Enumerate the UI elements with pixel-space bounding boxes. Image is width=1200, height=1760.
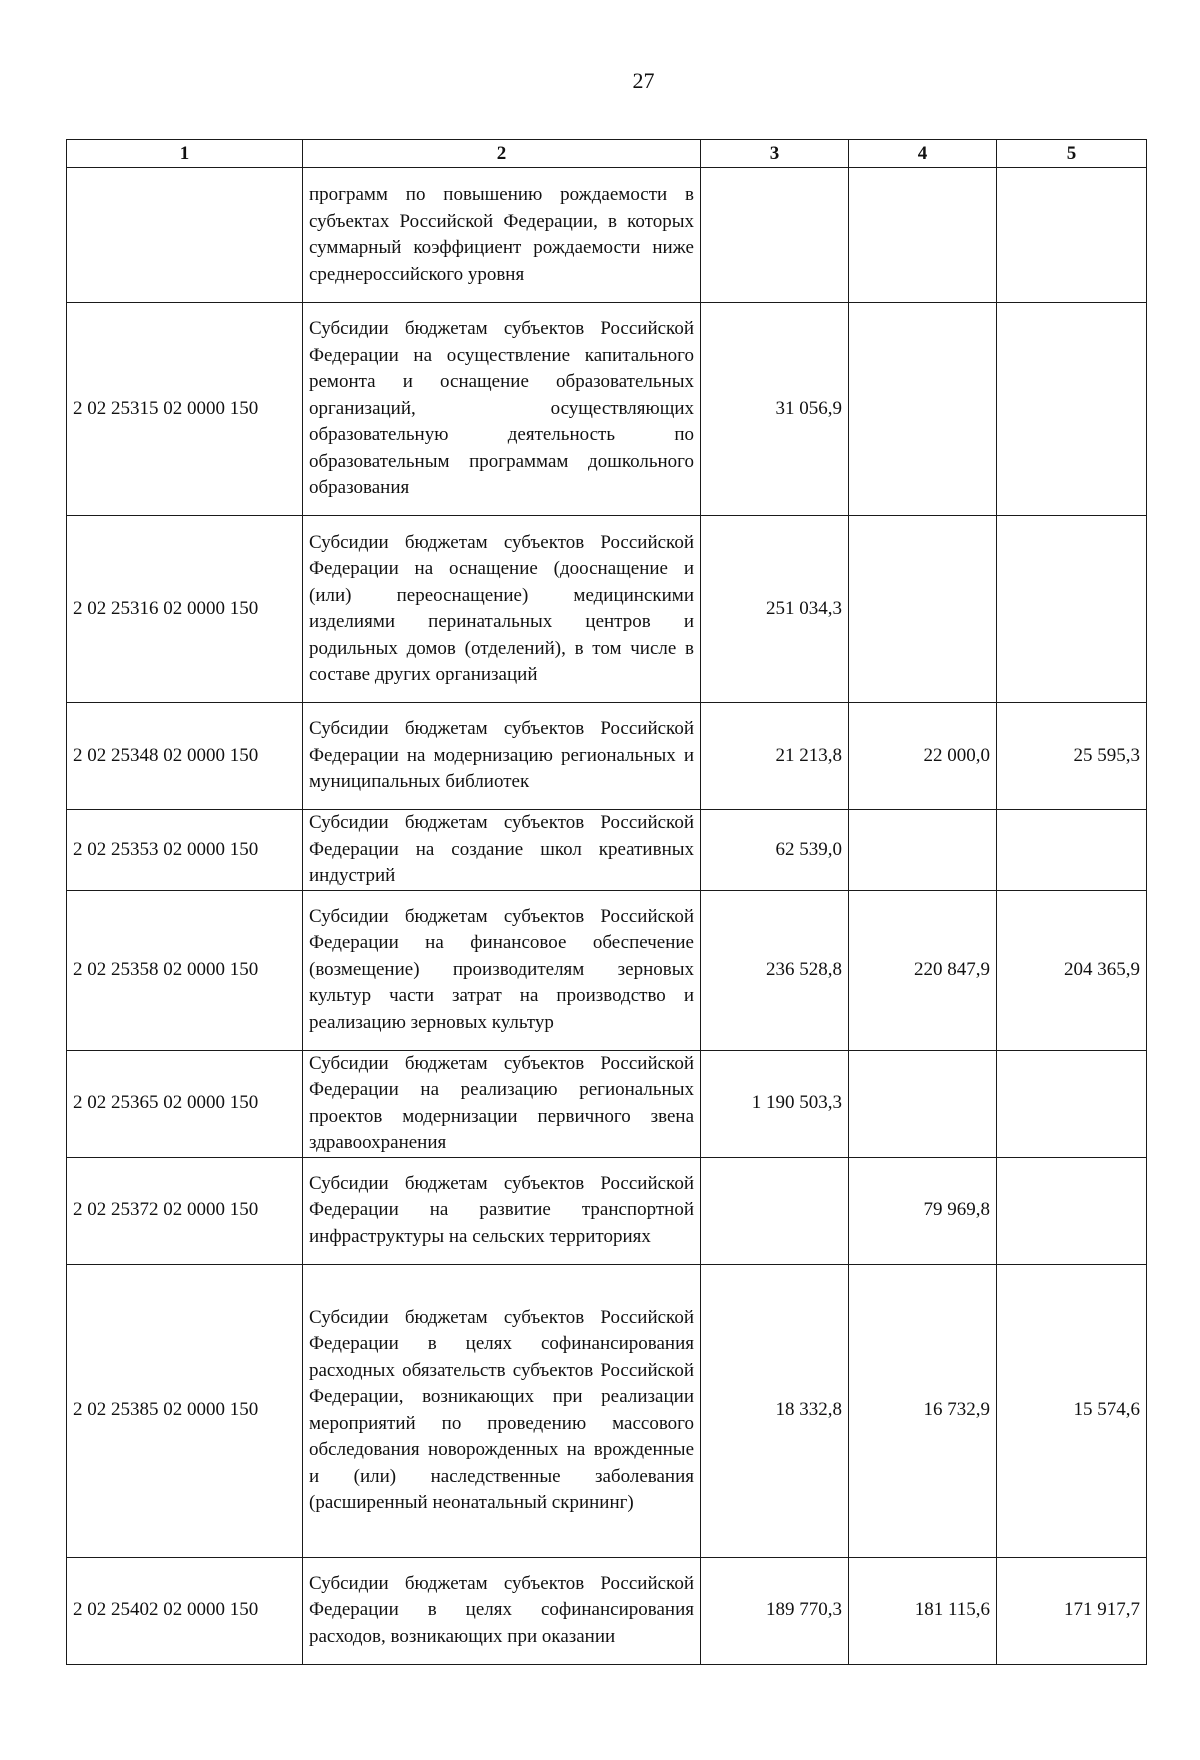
description: Субсидии бюджетам субъектов Российской Федерации на реализацию региональных проектов модернизации первичного звена здравоохранения xyxy=(303,1050,701,1157)
amount-col-3 xyxy=(701,168,849,303)
table-row xyxy=(67,810,1147,891)
amount-col-3: 18 332,8 xyxy=(701,1264,849,1557)
amount-col-4 xyxy=(849,810,997,891)
page-number: 27 xyxy=(632,68,655,93)
table-row xyxy=(67,890,1147,1050)
header-col-1: 1 xyxy=(67,140,303,168)
amount-col-4: 181 115,6 xyxy=(849,1557,997,1664)
table-row xyxy=(67,168,1147,303)
amount-col-3: 189 770,3 xyxy=(701,1557,849,1664)
table-row xyxy=(67,703,1147,810)
amount-col-4: 220 847,9 xyxy=(849,890,997,1050)
table-row xyxy=(67,1557,1147,1664)
amount-col-3: 1 190 503,3 xyxy=(701,1050,849,1157)
amount-col-4 xyxy=(849,1050,997,1157)
description: Субсидии бюджетам субъектов Российской Федерации в целях софинансирования расходных обязательств субъектов Российской Федерации, возникающих при реализации мероприятий по проведению массового обследования новорожденных на врожденные и (или) наследственные заболевания (расширенный неонатальный скрининг) xyxy=(303,1264,701,1557)
amount-col-3: 251 034,3 xyxy=(701,516,849,703)
budget-code: 2 02 25353 02 0000 150 xyxy=(67,810,303,891)
amount-col-5 xyxy=(997,1157,1147,1264)
budget-code: 2 02 25365 02 0000 150 xyxy=(67,1050,303,1157)
amount-col-5 xyxy=(997,1050,1147,1157)
description: Субсидии бюджетам субъектов Российской Федерации на модернизацию региональных и муниципальных библиотек xyxy=(303,703,701,810)
description: Субсидии бюджетам субъектов Российской Федерации на финансовое обеспечение (возмещение) производителям зерновых культур части затрат на производство и реализацию зерновых культур xyxy=(303,890,701,1050)
amount-col-3: 236 528,8 xyxy=(701,890,849,1050)
amount-col-3: 31 056,9 xyxy=(701,303,849,516)
description: Субсидии бюджетам субъектов Российской Федерации на создание школ креативных индустрий xyxy=(303,810,701,891)
amount-col-4: 79 969,8 xyxy=(849,1157,997,1264)
budget-code: 2 02 25372 02 0000 150 xyxy=(67,1157,303,1264)
header-col-4: 4 xyxy=(849,140,997,168)
amount-col-5: 204 365,9 xyxy=(997,890,1147,1050)
amount-col-4 xyxy=(849,168,997,303)
amount-col-5 xyxy=(997,168,1147,303)
budget-code: 2 02 25385 02 0000 150 xyxy=(67,1264,303,1557)
amount-col-5: 15 574,6 xyxy=(997,1264,1147,1557)
description: Субсидии бюджетам субъектов Российской Федерации в целях софинансирования расходов, возникающих при оказании xyxy=(303,1557,701,1664)
amount-col-4: 16 732,9 xyxy=(849,1264,997,1557)
table-row xyxy=(67,1157,1147,1264)
description: программ по повышению рождаемости в субъектах Российской Федерации, в которых суммарный коэффициент рождаемости ниже среднероссийского уровня xyxy=(303,168,701,303)
amount-col-4: 22 000,0 xyxy=(849,703,997,810)
table-row xyxy=(67,303,1147,516)
amount-col-3: 21 213,8 xyxy=(701,703,849,810)
amount-col-3 xyxy=(701,1157,849,1264)
table-row xyxy=(67,516,1147,703)
header-col-3: 3 xyxy=(701,140,849,168)
budget-code: 2 02 25316 02 0000 150 xyxy=(67,516,303,703)
amount-col-3: 62 539,0 xyxy=(701,810,849,891)
description: Субсидии бюджетам субъектов Российской Федерации на оснащение (дооснащение и (или) переоснащение) медицинскими изделиями перинатальных центров и родильных домов (отделений), в том числе в составе других организаций xyxy=(303,516,701,703)
amount-col-4 xyxy=(849,303,997,516)
header-col-2: 2 xyxy=(303,140,701,168)
amount-col-4 xyxy=(849,516,997,703)
budget-code: 2 02 25358 02 0000 150 xyxy=(67,890,303,1050)
amount-col-5: 25 595,3 xyxy=(997,703,1147,810)
amount-col-5 xyxy=(997,810,1147,891)
table-row xyxy=(67,1050,1147,1157)
description: Субсидии бюджетам субъектов Российской Федерации на осуществление капитального ремонта и оснащение образовательных организаций, осуществляющих образовательную деятельность по образовательным программам дошкольного образования xyxy=(303,303,701,516)
amount-col-5: 171 917,7 xyxy=(997,1557,1147,1664)
amount-col-5 xyxy=(997,303,1147,516)
budget-table xyxy=(66,139,1147,1665)
table-row xyxy=(67,1264,1147,1557)
budget-code xyxy=(67,168,303,303)
amount-col-5 xyxy=(997,516,1147,703)
budget-code: 2 02 25348 02 0000 150 xyxy=(67,703,303,810)
budget-code: 2 02 25402 02 0000 150 xyxy=(67,1557,303,1664)
budget-code: 2 02 25315 02 0000 150 xyxy=(67,303,303,516)
header-row xyxy=(67,140,1147,168)
description: Субсидии бюджетам субъектов Российской Федерации на развитие транспортной инфраструктуры на сельских территориях xyxy=(303,1157,701,1264)
header-col-5: 5 xyxy=(997,140,1147,168)
